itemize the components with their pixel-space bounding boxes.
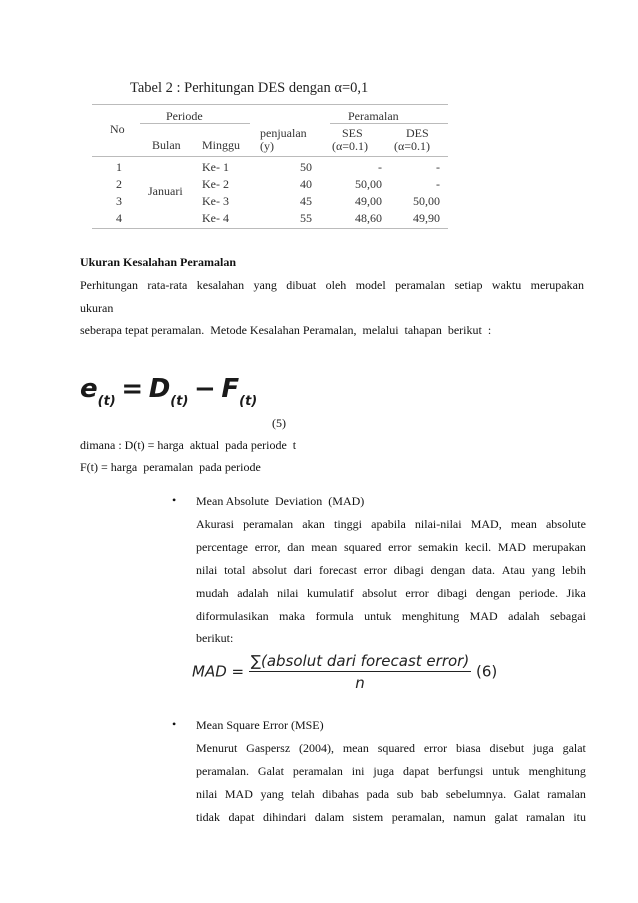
word: error bbox=[388, 540, 412, 554]
word: dari bbox=[293, 563, 313, 577]
word: setiap bbox=[454, 278, 483, 292]
row-1-minggu: Ke- 1 bbox=[202, 160, 229, 174]
word: model bbox=[355, 278, 386, 292]
word: peramalan bbox=[243, 517, 294, 531]
mse-line-1 bbox=[196, 741, 586, 756]
mad-formula bbox=[192, 652, 497, 692]
where-line-1: dimana : D(t) = harga aktual pada periode t bbox=[80, 438, 297, 452]
mad-line-4 bbox=[196, 586, 586, 601]
word: (2004), bbox=[299, 741, 334, 755]
header-bulan: Bulan bbox=[152, 138, 181, 152]
table-rule-peramalan bbox=[330, 123, 448, 124]
word: akan bbox=[302, 517, 325, 531]
word: Atau bbox=[501, 563, 526, 577]
word: Galat bbox=[513, 787, 540, 801]
error-formula bbox=[80, 374, 257, 409]
word: Perhitungan bbox=[80, 278, 138, 292]
word: rata-rata bbox=[147, 278, 188, 292]
word: MAD bbox=[224, 787, 253, 801]
header-des-alpha: (α=0.1) bbox=[394, 139, 431, 153]
word: Galat bbox=[257, 764, 284, 778]
word: mean bbox=[311, 540, 338, 554]
mse-line-4 bbox=[196, 810, 586, 825]
row-3-no: 3 bbox=[116, 194, 122, 208]
paragraph-line-1 bbox=[80, 278, 584, 293]
where-line-2: F(t) = harga peramalan pada periode bbox=[80, 460, 261, 474]
word: adalah bbox=[237, 586, 269, 600]
word: menghitung bbox=[528, 764, 586, 778]
word: data. bbox=[471, 563, 495, 577]
word: squared bbox=[377, 741, 416, 755]
word: merupakan bbox=[530, 278, 584, 292]
word: percentage bbox=[196, 540, 248, 554]
word: absolute bbox=[545, 517, 586, 531]
word: sistem bbox=[352, 810, 384, 824]
header-penjualan-unit: (y) bbox=[260, 139, 274, 153]
word: itu bbox=[573, 810, 586, 824]
row-1-ses: - bbox=[378, 160, 382, 174]
word: dibahas bbox=[322, 787, 359, 801]
row-1-des: - bbox=[436, 160, 440, 174]
mse-bullet: • bbox=[172, 717, 177, 731]
formula-f: F bbox=[221, 374, 240, 404]
row-2-no: 2 bbox=[116, 177, 122, 191]
word: yang bbox=[531, 563, 556, 577]
mad-line-3 bbox=[196, 563, 586, 578]
word: diformulasikan bbox=[196, 609, 269, 623]
word: pada bbox=[366, 787, 390, 801]
row-2-ses: 50,00 bbox=[355, 177, 382, 191]
word: dihindari bbox=[262, 810, 307, 824]
word: error bbox=[363, 563, 388, 577]
word: dibuat bbox=[286, 278, 317, 292]
word: ramalan bbox=[547, 787, 586, 801]
word: galat bbox=[494, 810, 518, 824]
header-ses: SES bbox=[342, 126, 363, 140]
header-ses-alpha: (α=0.1) bbox=[332, 139, 369, 153]
header-des: DES bbox=[406, 126, 429, 140]
formula-f-sub: (t) bbox=[239, 394, 258, 409]
month-cell: Januari bbox=[148, 184, 183, 198]
row-2-minggu: Ke- 2 bbox=[202, 177, 229, 191]
word: nilai-nilai bbox=[414, 517, 462, 531]
formula-d-sub: (t) bbox=[170, 394, 189, 409]
word: lebih bbox=[561, 563, 586, 577]
word: semakin bbox=[418, 540, 459, 554]
word: nilai bbox=[196, 563, 218, 577]
word: error bbox=[423, 741, 448, 755]
word: dalam bbox=[314, 810, 345, 824]
mad-bullet: • bbox=[172, 493, 177, 507]
word: periode. bbox=[519, 586, 558, 600]
word: MAD bbox=[469, 609, 498, 623]
mad-line-6: berikut: bbox=[196, 631, 234, 645]
table-rule-top bbox=[92, 104, 448, 105]
row-4-penjualan: 55 bbox=[300, 211, 312, 225]
word: tidak bbox=[196, 810, 220, 824]
word: juga bbox=[533, 741, 554, 755]
mad-formula-denominator: n bbox=[355, 674, 365, 692]
word: dapat bbox=[403, 764, 430, 778]
table-rule-bottom bbox=[92, 228, 448, 229]
word: total bbox=[224, 563, 246, 577]
word: nilai bbox=[277, 586, 299, 600]
word: kesalahan bbox=[196, 278, 245, 292]
word: tinggi bbox=[334, 517, 363, 531]
paragraph-line-3: seberapa tepat peramalan. Metode Kesalahan Peramalan, melalui tahapan berikut : bbox=[80, 323, 492, 337]
mse-title: Mean Square Error (MSE) bbox=[196, 718, 324, 732]
table-rule-header bbox=[92, 156, 448, 157]
word: bab bbox=[420, 787, 439, 801]
word: peramalan. bbox=[196, 764, 249, 778]
word: adalah bbox=[508, 609, 540, 623]
word: error, bbox=[254, 540, 281, 554]
word: menghitung bbox=[401, 609, 460, 623]
word: telah bbox=[291, 787, 315, 801]
row-3-ses: 49,00 bbox=[355, 194, 382, 208]
word: merupakan bbox=[532, 540, 586, 554]
formula-eq: = bbox=[121, 374, 144, 404]
row-3-des: 50,00 bbox=[413, 194, 440, 208]
word: dan bbox=[287, 540, 305, 554]
header-minggu: Minggu bbox=[202, 138, 241, 152]
table-caption: Tabel 2 : Perhitungan DES dengan α=0,1 bbox=[130, 80, 369, 96]
row-4-no: 4 bbox=[116, 211, 122, 225]
word: Akurasi bbox=[196, 517, 234, 531]
mad-line-5 bbox=[196, 609, 586, 624]
word: yang bbox=[253, 278, 277, 292]
word: squared bbox=[344, 540, 382, 554]
word: ramalan bbox=[526, 810, 565, 824]
row-3-penjualan: 45 bbox=[300, 194, 312, 208]
word: peramalan bbox=[292, 764, 343, 778]
word: dibagi bbox=[393, 563, 424, 577]
paragraph-line-2: ukuran bbox=[80, 301, 114, 315]
word: juga bbox=[373, 764, 395, 778]
mse-line-3 bbox=[196, 787, 586, 802]
word: nilai bbox=[196, 787, 218, 801]
word: dengan bbox=[430, 563, 466, 577]
header-no: No bbox=[110, 122, 125, 136]
formula-e-sub: (t) bbox=[97, 394, 116, 409]
mad-line-2 bbox=[196, 540, 586, 555]
word: mean bbox=[342, 741, 369, 755]
word: forecast bbox=[318, 563, 357, 577]
header-periode: Periode bbox=[166, 109, 203, 123]
word: kumulatif bbox=[306, 586, 354, 600]
row-4-des: 49,90 bbox=[413, 211, 440, 225]
formula-e: e bbox=[80, 374, 98, 404]
word: Jika bbox=[566, 586, 586, 600]
table-figure bbox=[92, 76, 448, 236]
word: peramalan bbox=[395, 278, 446, 292]
mad-formula-number: (6) bbox=[475, 662, 498, 681]
word: formula bbox=[315, 609, 354, 623]
word: MAD bbox=[497, 540, 526, 554]
word: dengan bbox=[475, 586, 511, 600]
word: peramalan, bbox=[391, 810, 445, 824]
section-heading: Ukuran Kesalahan Peramalan bbox=[80, 255, 237, 269]
word: error bbox=[405, 586, 429, 600]
word: untuk bbox=[364, 609, 392, 623]
word: Menurut bbox=[196, 741, 238, 755]
table-rule-periode bbox=[140, 123, 250, 124]
mse-line-2 bbox=[196, 764, 586, 779]
word: yang bbox=[260, 787, 284, 801]
word: maka bbox=[279, 609, 306, 623]
word: apabila bbox=[371, 517, 406, 531]
row-4-minggu: Ke- 4 bbox=[202, 211, 229, 225]
word: dibagi bbox=[437, 586, 468, 600]
word: sebagai bbox=[549, 609, 586, 623]
word: sub bbox=[396, 787, 414, 801]
header-peramalan: Peramalan bbox=[348, 109, 399, 123]
row-2-des: - bbox=[436, 177, 440, 191]
row-2-penjualan: 40 bbox=[300, 177, 312, 191]
mad-formula-fraction bbox=[249, 652, 471, 692]
row-4-ses: 48,60 bbox=[355, 211, 382, 225]
word: absolut bbox=[252, 563, 287, 577]
header-penjualan: penjualan bbox=[260, 126, 307, 140]
mad-formula-numerator: ∑(absolut dari forecast error) bbox=[250, 652, 470, 670]
word: mudah bbox=[196, 586, 229, 600]
word: untuk bbox=[492, 764, 520, 778]
mad-line-1 bbox=[196, 517, 586, 532]
mad-formula-lhs: MAD = bbox=[192, 662, 245, 681]
word: mean bbox=[510, 517, 537, 531]
word: disebut bbox=[489, 741, 525, 755]
word: galat bbox=[562, 741, 586, 755]
word: ini bbox=[351, 764, 365, 778]
word: berfungsi bbox=[438, 764, 484, 778]
word: Gaspersz bbox=[246, 741, 291, 755]
row-1-penjualan: 50 bbox=[300, 160, 312, 174]
mad-title: Mean Absolute Deviation (MAD) bbox=[196, 494, 365, 508]
row-3-minggu: Ke- 3 bbox=[202, 194, 229, 208]
word: biasa bbox=[456, 741, 481, 755]
word: oleh bbox=[325, 278, 347, 292]
formula-5-number: (5) bbox=[272, 416, 286, 430]
formula-d: D bbox=[148, 374, 171, 404]
word: MAD, bbox=[470, 517, 502, 531]
word: sebelumnya. bbox=[445, 787, 507, 801]
word: absolut bbox=[362, 586, 397, 600]
row-1-no: 1 bbox=[116, 160, 122, 174]
word: kecil. bbox=[464, 540, 492, 554]
formula-minus: − bbox=[193, 374, 216, 404]
word: waktu bbox=[491, 278, 522, 292]
word: dapat bbox=[228, 810, 255, 824]
word: namun bbox=[453, 810, 486, 824]
